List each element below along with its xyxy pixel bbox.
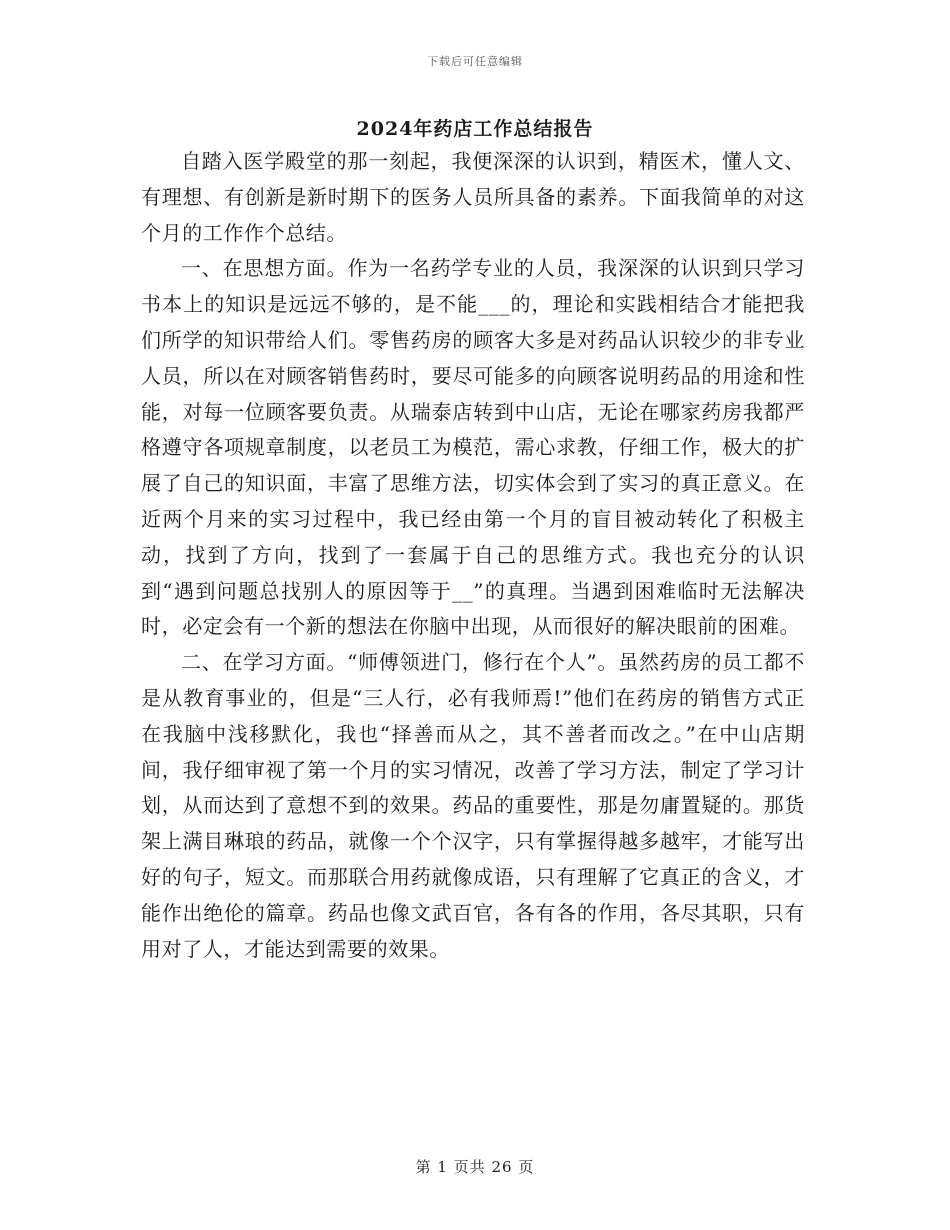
paragraph-thinking: 一、在思想方面。作为一名药学专业的人员，我深深的认识到只学习书本上的知识是远远不够的，是不能___的，理论和实践相结合才能把我们所学的知识带给人们。零售药房的顾客大多是对药品认识较少的非专业人员，所以在对顾客销售药时，要尽可能多的向顾客说明药品的用途和性能，对每一位顾客要负责。从瑞泰店转到中山店，无论在哪家药房我都严格遵守各项规章制度，以老员工为模范，需心求教，仔细工作，极大的扩展了自己的知识面，丰富了思维方法，切实体会到了实习的真正意义。在近两个月来的实习过程中，我已经由第一个月的盲目被动转化了积极主动，找到了方向，找到了一套属于自己的思维方式。我也充分的认识到“遇到问题总找别人的原因等于__”的真理。当遇到困难临时无法解决时，必定会有一个新的想法在你脑中出现，从而很好的解决眼前的困难。 [141, 256, 805, 639]
document-body [141, 144, 805, 967]
page-header-note: 下载后可任意编辑 [427, 55, 523, 68]
page-number: 第 1 页共 26 页 [415, 1158, 535, 1176]
paragraph-learning: 二、在学习方面。“师傅领进门，修行在个人”。虽然药房的员工都不是从教育事业的，但是“三人行，必有我师焉!”他们在药房的销售方式正在我脑中浅移默化，我也“择善而从之，其不善者而改之。”在中山店期间，我仔细审视了第一个月的实习情况，改善了学习方法，制定了学习计划，从而达到了意想不到的效果。药品的重要性，那是勿庸置疑的。那货架上满目琳琅的药品，就像一个个汉字，只有掌握得越多越牢，才能写出好的句子，短文。而那联合用药就像成语，只有理解了它真正的含义，才能作出绝伦的篇章。药品也像文武百官，各有各的作用，各尽其职，只有用对了人，才能达到需要的效果。 [141, 650, 805, 961]
paragraph-intro: 自踏入医学殿堂的那一刻起，我便深深的认识到，精医术，懂人文、有理想、有创新是新时期下的医务人员所具备的素养。下面我简单的对这个月的工作作个总结。 [141, 149, 805, 245]
document-title: 2024年药店工作总结报告 [356, 118, 594, 140]
